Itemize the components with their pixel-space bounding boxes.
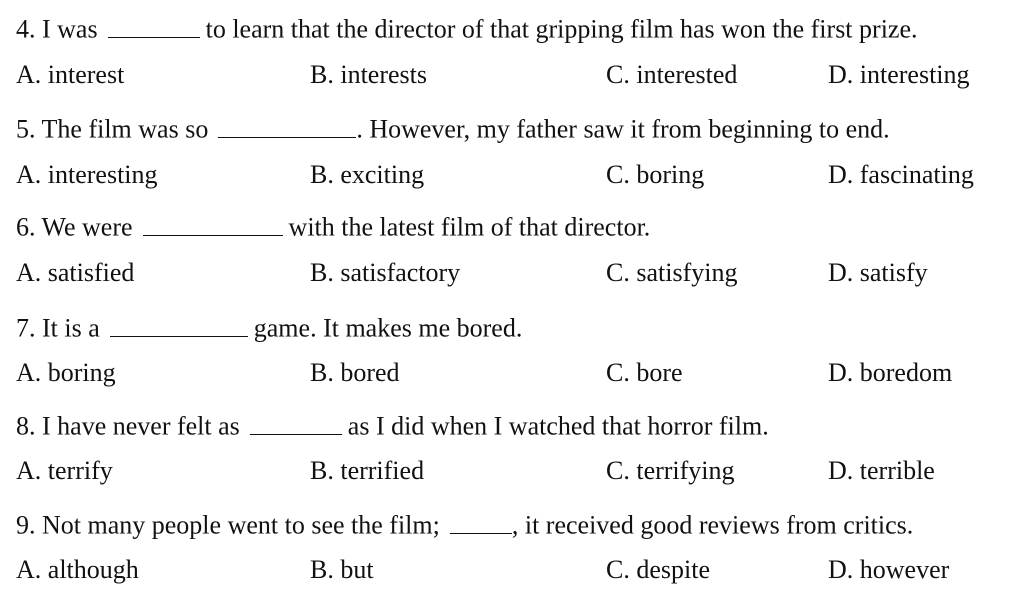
question-text-before: We were xyxy=(41,212,133,242)
question-5 xyxy=(16,112,890,143)
option-a: A. interesting xyxy=(16,160,158,189)
question-number: 4. xyxy=(16,14,36,44)
option-c: C. despite xyxy=(606,555,710,584)
question-text-before: Not many people went to see the film; xyxy=(42,510,440,540)
option-c: C. terrifying xyxy=(606,456,735,485)
option-b: B. but xyxy=(310,555,374,584)
answer-blank xyxy=(450,508,512,534)
option-a: A. satisfied xyxy=(16,258,135,287)
question-text-before: I was xyxy=(42,14,98,44)
option-c: C. satisfying xyxy=(606,258,738,287)
option-d: D. however xyxy=(828,555,950,584)
question-number: 6. xyxy=(16,212,36,242)
option-a: A. interest xyxy=(16,60,125,89)
question-8 xyxy=(16,409,769,440)
question-text-after: to learn that the director of that gripping film has won the first prize. xyxy=(205,14,918,44)
answer-blank xyxy=(110,311,248,337)
question-text-after: game. It makes me bored. xyxy=(253,313,523,343)
question-number: 7. xyxy=(16,313,36,343)
answer-blank xyxy=(218,112,356,138)
option-a: A. boring xyxy=(16,358,116,387)
question-number: 9. xyxy=(16,510,36,540)
answer-blank xyxy=(250,409,342,435)
option-d: D. terrible xyxy=(828,456,935,485)
question-text-before: The film was so xyxy=(41,114,209,144)
option-d: D. fascinating xyxy=(828,160,974,189)
option-b: B. bored xyxy=(310,358,400,387)
question-7 xyxy=(16,311,522,342)
answer-blank xyxy=(108,12,200,38)
question-text-after: as I did when I watched that horror film. xyxy=(347,411,769,441)
option-c: C. bore xyxy=(606,358,683,387)
question-text-before: I have never felt as xyxy=(42,411,240,441)
question-number: 8. xyxy=(16,411,36,441)
question-text-after: , it received good reviews from critics. xyxy=(511,510,914,540)
option-d: D. interesting xyxy=(828,60,970,89)
option-b: B. terrified xyxy=(310,456,425,485)
option-b: B. satisfactory xyxy=(310,258,461,287)
answer-blank xyxy=(143,210,283,236)
question-number: 5. xyxy=(16,114,36,144)
option-b: B. exciting xyxy=(310,160,425,189)
question-text-after: with the latest film of that director. xyxy=(288,212,651,242)
option-b: B. interests xyxy=(310,60,427,89)
option-c: C. interested xyxy=(606,60,738,89)
question-text-after: . However, my father saw it from beginning to end. xyxy=(356,114,890,144)
option-d: D. boredom xyxy=(828,358,953,387)
question-9 xyxy=(16,508,913,539)
option-d: D. satisfy xyxy=(828,258,928,287)
option-a: A. although xyxy=(16,555,139,584)
question-4 xyxy=(16,12,918,43)
option-a: A. terrify xyxy=(16,456,113,485)
option-c: C. boring xyxy=(606,160,705,189)
question-6 xyxy=(16,210,650,241)
question-text-before: It is a xyxy=(42,313,100,343)
